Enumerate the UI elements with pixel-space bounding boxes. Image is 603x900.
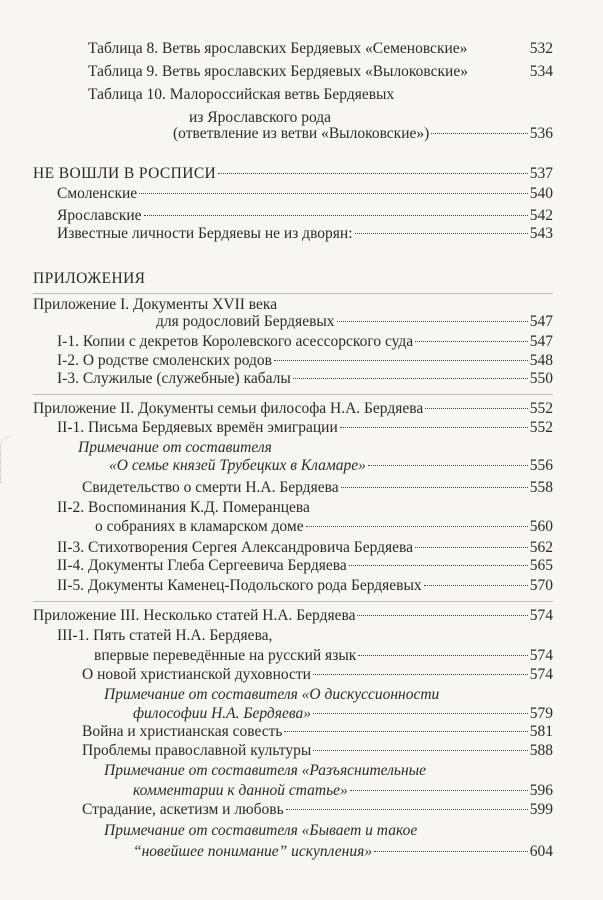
toc-entry-text: Свидетельство о смерти Н.А. Бердяева bbox=[82, 479, 339, 496]
appendices-heading bbox=[33, 268, 553, 290]
leader-dots bbox=[415, 341, 528, 342]
toc-entry-text: из Ярославского рода bbox=[189, 109, 332, 126]
leader-dots bbox=[349, 565, 528, 566]
toc-entry-text: Известные личности Бердяевы не из дворян: bbox=[57, 225, 353, 242]
toc-entry-text: Таблица 9. Ветвь ярославских Бердяевых «Вылоковские» bbox=[88, 63, 468, 80]
leader-dots bbox=[313, 713, 528, 714]
leader-dots bbox=[340, 427, 528, 428]
toc-entry-text: II-3. Стихотворения Сергея Александровича Бердяева bbox=[57, 539, 414, 556]
leader-dots bbox=[313, 750, 527, 751]
toc-entry-text: II-2. Воспоминания К.Д. Померанцева bbox=[57, 499, 310, 516]
leader-dots bbox=[337, 321, 528, 322]
toc-page-number: 556 bbox=[529, 457, 553, 474]
toc-page-number: 565 bbox=[529, 557, 553, 574]
toc-entry-text: Приложение II. Документы семьи философа Н.А. Бердяева bbox=[33, 400, 424, 417]
toc-entry-text: I-1. Копии с декретов Королевского асессорского суда bbox=[57, 333, 414, 350]
toc-page-number: 534 bbox=[529, 63, 553, 80]
leader-dots bbox=[218, 173, 528, 174]
toc-entry-orthodox-culture[interactable] bbox=[82, 740, 553, 762]
leader-dots bbox=[424, 585, 528, 586]
leader-dots bbox=[415, 547, 528, 548]
leader-dots bbox=[425, 408, 528, 409]
leader-dots bbox=[341, 487, 528, 488]
toc-entry-smolensk[interactable] bbox=[57, 183, 553, 205]
toc-entry-text: философии Н.А. Бердяева» bbox=[133, 705, 311, 722]
toc-entry-text: II-4. Документы Глеба Сергеевича Бердяева bbox=[57, 557, 347, 574]
toc-entry-text: Таблица 10. Малороссийская ветвь Бердяевых bbox=[88, 86, 395, 103]
toc-entry-text: II-5. Документы Каменец-Подольского рода Бердяевых bbox=[57, 577, 422, 594]
toc-entry-table-8[interactable] bbox=[88, 38, 553, 60]
toc-note-trubetskoy-end[interactable] bbox=[109, 455, 553, 477]
leader-dots bbox=[350, 790, 528, 791]
toc-note-explanatory[interactable] bbox=[104, 760, 553, 782]
toc-appendix-1[interactable] bbox=[156, 311, 553, 333]
toc-page-number: 537 bbox=[529, 165, 553, 182]
toc-page-number: 552 bbox=[529, 419, 553, 436]
toc-page-number: 562 bbox=[529, 539, 553, 556]
toc-entry-text: для родословий Бердяевых bbox=[156, 313, 335, 330]
toc-page-number: 558 bbox=[529, 479, 553, 496]
toc-entry-text: Приложение I. Документы XVII века bbox=[33, 296, 278, 313]
leader-dots bbox=[357, 615, 527, 616]
toc-entry-text: I-3. Служилые (служебные) кабалы bbox=[57, 370, 291, 387]
section-divider bbox=[33, 394, 553, 395]
toc-entry-text: Примечание от составителя «Разъяснительные bbox=[104, 762, 427, 779]
toc-entry-text: «О семье князей Трубецких в Кламаре» bbox=[109, 457, 366, 474]
toc-page-number: 574 bbox=[529, 607, 553, 624]
leader-dots bbox=[144, 215, 528, 216]
toc-entry-II-2-end[interactable] bbox=[95, 516, 553, 538]
toc-entry-text: О новой христианской духовности bbox=[82, 666, 311, 683]
toc-entry-text: о собраниях в кламарском доме bbox=[95, 518, 304, 535]
leader-dots bbox=[368, 465, 528, 466]
toc-page-number: 552 bbox=[529, 400, 553, 417]
toc-entry-II-4[interactable] bbox=[57, 555, 553, 577]
toc-entry-text: II-1. Письма Бердяевых времён эмиграции bbox=[57, 419, 338, 436]
toc-entry-text: Ярославские bbox=[57, 207, 142, 224]
toc-note-redemption[interactable] bbox=[104, 820, 553, 842]
section-divider bbox=[33, 601, 553, 602]
toc-page-number: 579 bbox=[529, 705, 553, 722]
toc-page-number: 570 bbox=[529, 577, 553, 594]
section-heading: ПРИЛОЖЕНИЯ bbox=[33, 270, 146, 287]
toc-entry-text: Примечание от составителя «О дискуссионности bbox=[104, 686, 440, 703]
toc-entry-text: Страдание, аскетизм и любовь bbox=[82, 801, 284, 818]
toc-page-number: 532 bbox=[529, 40, 553, 57]
leader-dots bbox=[306, 526, 528, 527]
toc-entry-text: Война и христианская совесть bbox=[82, 723, 283, 740]
toc-section-not-included[interactable] bbox=[33, 163, 553, 185]
toc-entry-new-spirituality[interactable] bbox=[82, 664, 553, 686]
toc-page-number: 581 bbox=[529, 723, 553, 740]
toc-entry-suffering[interactable] bbox=[82, 799, 553, 821]
toc-entry-II-5[interactable] bbox=[57, 575, 553, 597]
toc-entry-table-10-end[interactable] bbox=[173, 123, 553, 145]
toc-page-number: 540 bbox=[529, 185, 553, 202]
toc-entry-III-1[interactable] bbox=[57, 625, 553, 647]
leader-dots bbox=[431, 133, 527, 134]
leader-dots bbox=[374, 851, 528, 852]
toc-entry-text: Примечание от составителя bbox=[78, 439, 272, 456]
toc-entry-table-10[interactable] bbox=[88, 84, 553, 106]
leader-dots bbox=[139, 193, 528, 194]
toc-page-number: 596 bbox=[529, 782, 553, 799]
margin-stamp-mark bbox=[0, 436, 11, 483]
toc-entry-text: I-2. О родстве смоленских родов bbox=[57, 352, 272, 369]
leader-dots bbox=[355, 233, 528, 234]
toc-page-number: 550 bbox=[529, 370, 553, 387]
toc-appendix-3[interactable] bbox=[33, 605, 553, 627]
leader-dots bbox=[274, 360, 528, 361]
toc-page-number: 560 bbox=[529, 518, 553, 535]
toc-entry-text: (ответвление из ветви «Вылоковские») bbox=[173, 125, 430, 142]
toc-page-number: 547 bbox=[529, 313, 553, 330]
leader-dots bbox=[284, 731, 527, 732]
toc-entry-text: Примечание от составителя «Бывает и такое bbox=[104, 822, 418, 839]
toc-page-number: 574 bbox=[529, 647, 553, 664]
toc-page-number: 547 bbox=[529, 333, 553, 350]
toc-entry-table-9[interactable] bbox=[88, 61, 553, 83]
toc-entry-text: комментарии к данной статье» bbox=[133, 782, 348, 799]
toc-entry-text: впервые переведённые на русский язык bbox=[94, 647, 357, 664]
toc-page-number: 604 bbox=[529, 843, 553, 860]
leader-dots bbox=[358, 655, 527, 656]
toc-page-number: 588 bbox=[529, 742, 553, 759]
toc-note-redemption-end[interactable] bbox=[133, 841, 553, 863]
toc-entry-famous-persons[interactable] bbox=[57, 223, 553, 245]
toc-page-number: 599 bbox=[529, 801, 553, 818]
toc-entry-death-certificate[interactable] bbox=[82, 477, 553, 499]
toc-entry-text: Проблемы православной культуры bbox=[82, 742, 312, 759]
leader-dots bbox=[286, 809, 528, 810]
toc-entry-text: Таблица 8. Ветвь ярославских Бердяевых «Семеновские» bbox=[88, 40, 468, 57]
toc-page-number: 574 bbox=[529, 666, 553, 683]
toc-entry-text: “новейшее понимание” искупления» bbox=[133, 843, 373, 860]
toc-page-number: 542 bbox=[529, 207, 553, 224]
toc-page-number: 548 bbox=[529, 352, 553, 369]
toc-entry-I-3[interactable] bbox=[57, 368, 553, 390]
toc-page-number: 536 bbox=[529, 125, 553, 142]
toc-entry-text: III-1. Пять статей Н.А. Бердяева, bbox=[57, 627, 273, 644]
toc-entry-text: Приложение III. Несколько статей Н.А. Бердяева bbox=[33, 607, 356, 624]
leader-dots bbox=[293, 378, 528, 379]
leader-dots bbox=[313, 674, 528, 675]
section-heading: НЕ ВОШЛИ В РОСПИСИ bbox=[33, 165, 217, 182]
toc-entry-text: Смоленские bbox=[57, 185, 138, 202]
toc-entry-II-1[interactable] bbox=[57, 417, 553, 439]
toc-page-number: 543 bbox=[529, 225, 553, 242]
